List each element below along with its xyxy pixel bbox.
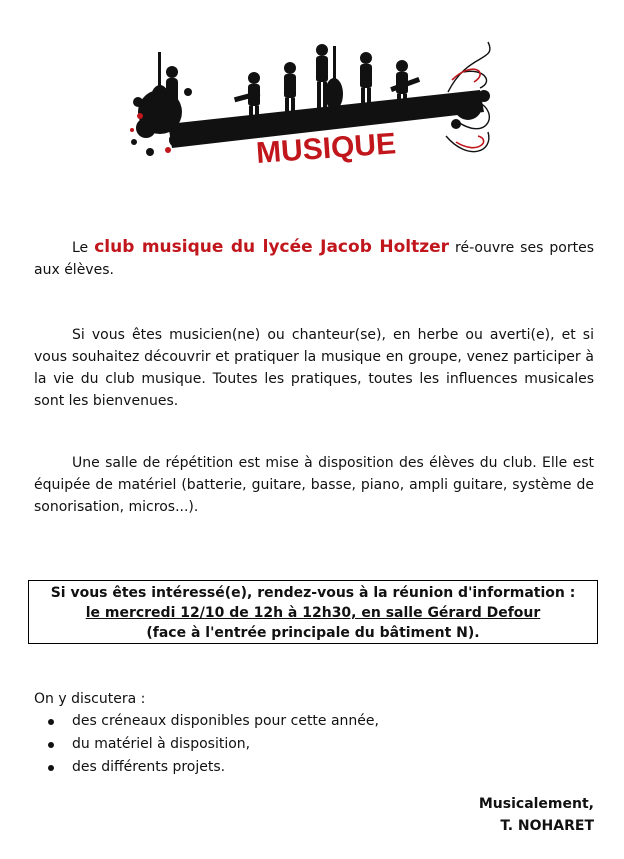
musique-logo-text: MUSIQUE [255, 127, 398, 170]
signature-name: T. NOHARET [500, 818, 594, 834]
rehearsal-room-paragraph [34, 452, 594, 518]
intro-before: Le [72, 240, 95, 256]
signature-closing: Musicalement, [478, 796, 594, 812]
list-item: du matériel à disposition, [48, 733, 379, 756]
list-item: des différents projets. [48, 756, 379, 779]
meeting-info-line1: Si vous êtes intéressé(e), rendez-vous à la réunion d'information : [50, 585, 576, 601]
meeting-info-box [28, 580, 598, 644]
meeting-location-line: (face à l'entrée principale du bâtiment N). [146, 625, 480, 641]
list-item: des créneaux disponibles pour cette année, [48, 710, 379, 733]
musician-paragraph [34, 324, 594, 412]
intro-after: ré-ouvre ses portes aux élèves. [34, 240, 594, 278]
meeting-date-line: le mercredi 12/10 de 12h à 12h30, en salle Gérard Defour [85, 605, 541, 621]
club-name: club musique du lycée Jacob Holtzer [94, 237, 450, 257]
discussion-list [48, 710, 379, 779]
rehearsal-room-text: Une salle de répétition est mise à disposition des élèves du club. Elle est équipée de matériel (batterie, guitare, basse, piano, ampli guitare, système de sonorisation, micros...). [34, 455, 594, 515]
intro-paragraph [34, 236, 594, 281]
musique-banner-logo [128, 32, 500, 172]
discussion-heading: On y discutera : [34, 691, 146, 707]
musician-paragraph-text: Si vous êtes musicien(ne) ou chanteur(se), en herbe ou averti(e), et si vous souhaitez découvrir et pratiquer la musique en groupe, venez participer à la vie du club musique. Toutes les pratiques, toutes les influences musicales sont les bienvenues. [34, 327, 594, 409]
